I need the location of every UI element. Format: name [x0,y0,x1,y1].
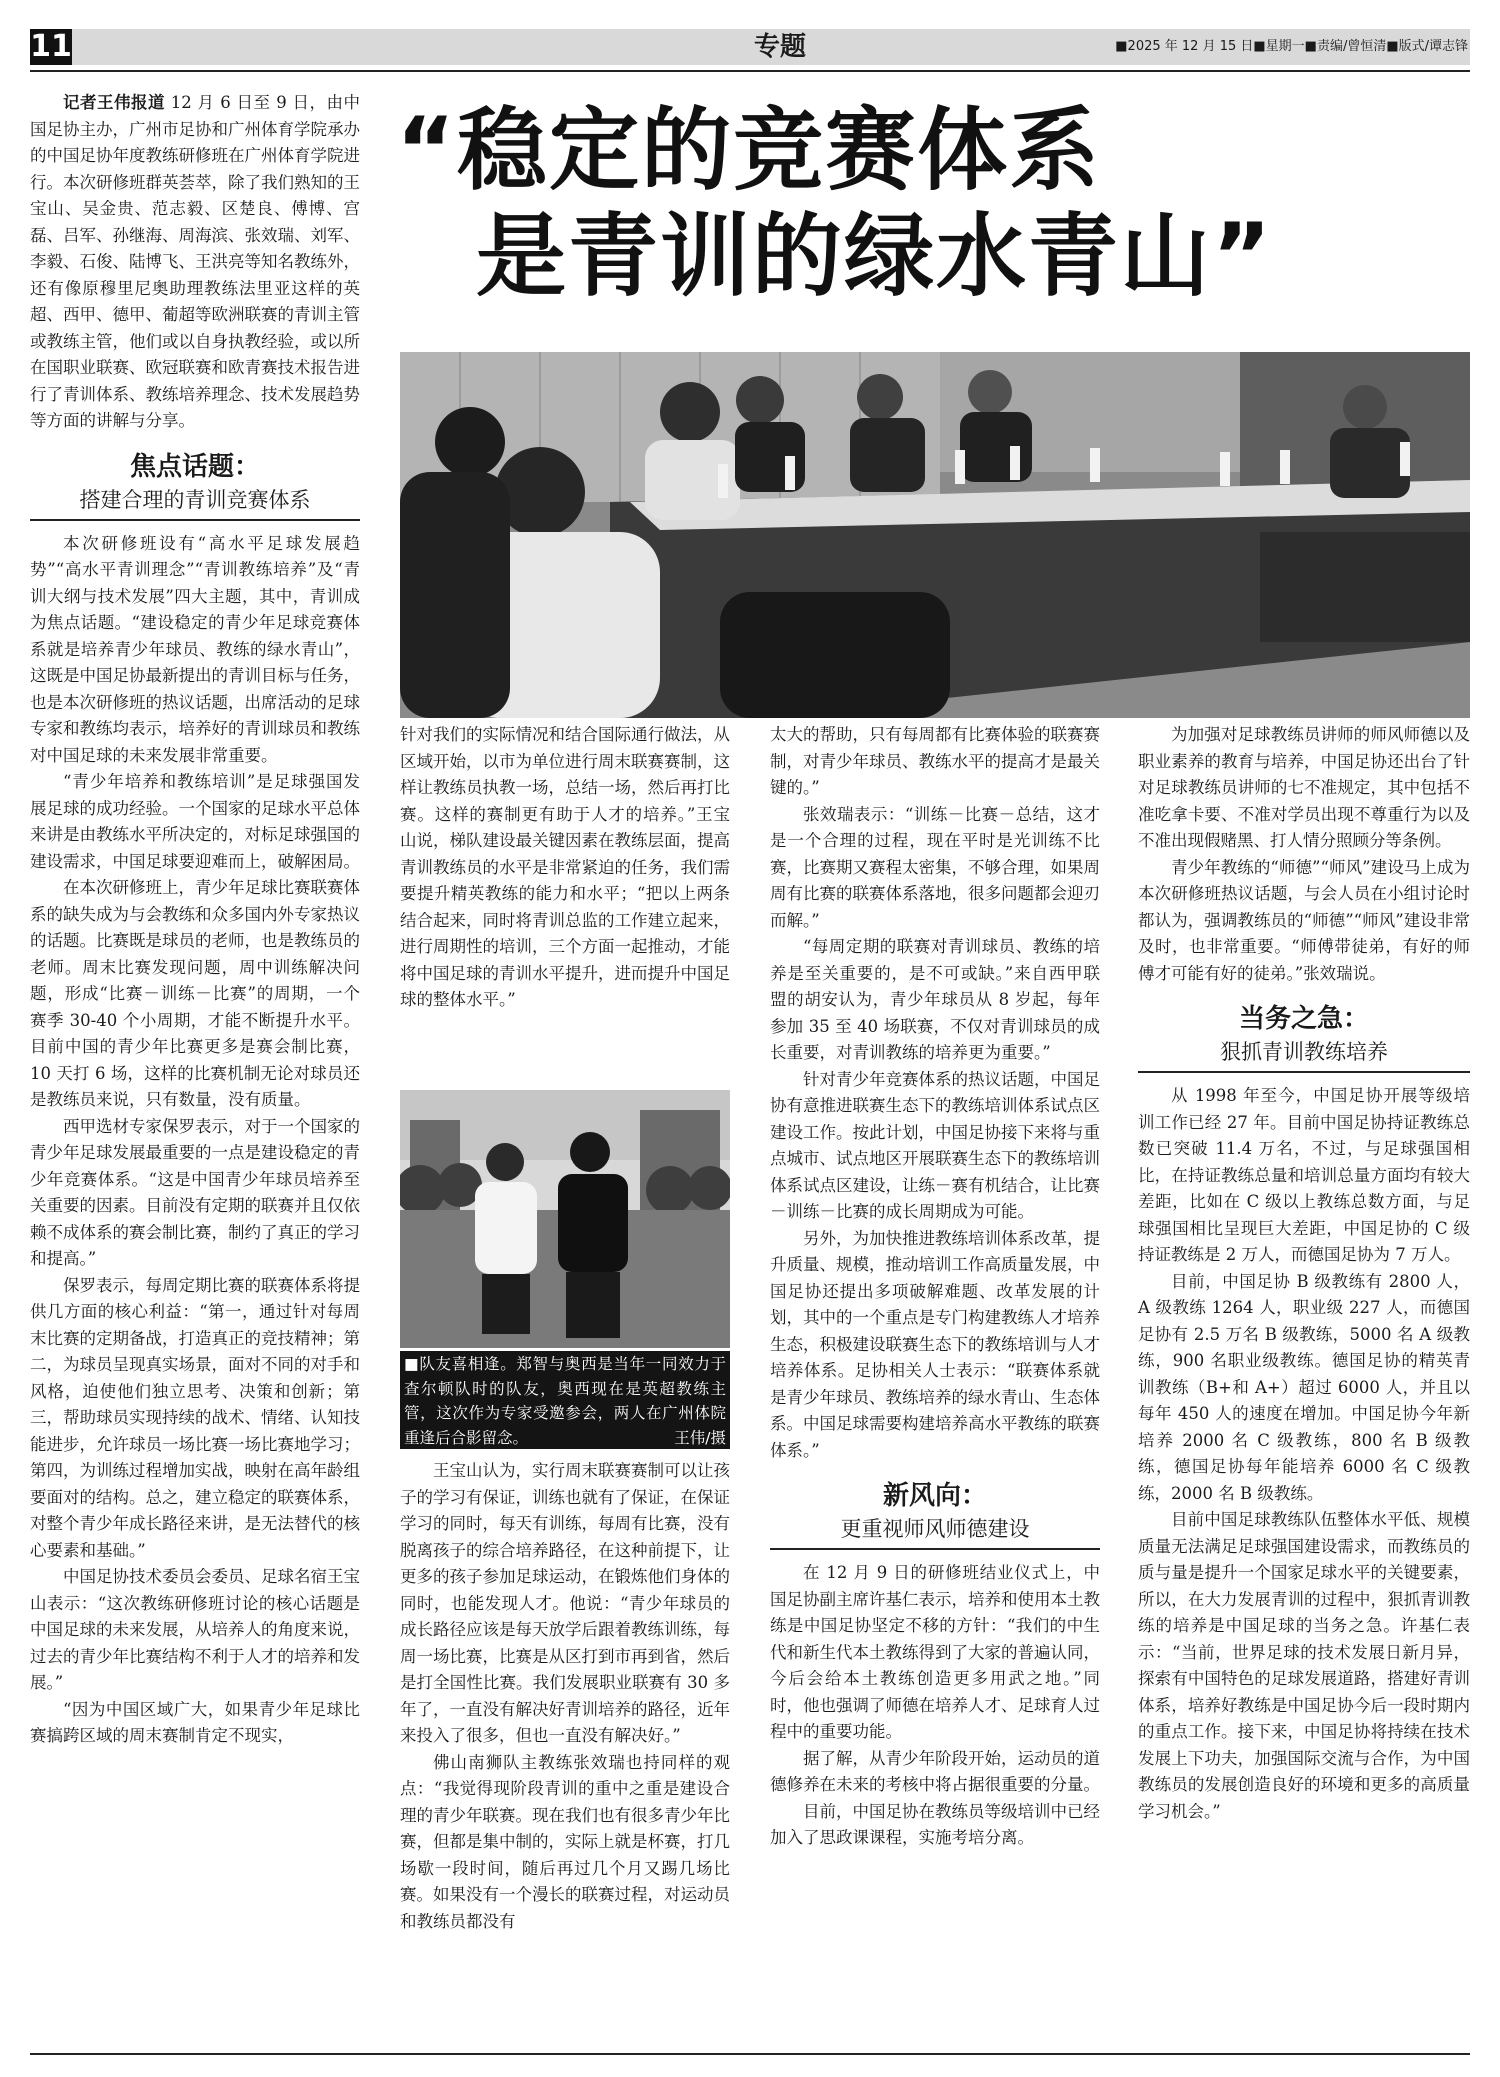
section-kicker: 新风向： [882,1481,987,1511]
paragraph: 针对青少年竞赛体系的热议话题，中国足协有意推进联赛生态下的教练培训体系试点区建设工作。按此计划，中国足协接下来将与重点城市、试点地区开展联赛生态下的教练培训体系试点区建设，让练－赛有机结合，让比赛－训练－比赛的成长周期成为可能。 [770,1069,1100,1221]
headline-line-1: “稳定的竞赛体系 [396,98,1102,203]
paragraph [30,90,360,435]
paragraph: 从 1998 年至今，中国足协开展等级培训工作已经 27 年。目前中国足协持证教练总数已突破 11.4 万名，不过，与足球强国相比，在持证教练总量和培训总量方面均有较大差距，比如在 C 级以上教练总数方面，与足球强国相比呈现巨大差距，中国足协的 C 级持证教练是 2 万人，而德国足协为 7 万人。 [1138,1086,1470,1264]
header-rule [30,70,1470,72]
paragraph: 中国足协技术委员会委员、足球名宿王宝山表示：“这次教练研修班讨论的核心话题是中国足球的未来发展，从培养人的角度来说，过去的青少年比赛结构不利于人才的培养和发展。” [30,1567,360,1692]
section-heading [770,1478,1100,1550]
section-heading [1138,1001,1470,1073]
paragraph: 张效瑞表示：“训练－比赛－总结，这才是一个合理的过程，现在平时是光训练不比赛，比赛期又赛程太密集，不够合理，如果周周有比赛的联赛体系落地，很多问题都会迎刃而解。” [770,804,1100,930]
photo-caption [400,1351,730,1449]
issue-meta: ■2025 年 12 月 15 日■星期一■责编/曾恒清■版式/谭志锋 [1115,39,1468,54]
paragraph: “因为中国区域广大，如果青少年足球比赛搞跨区域的周末赛制肯定不现实， [30,1699,360,1745]
byline: 记者王伟报道 [63,93,166,112]
paragraph: 目前，中国足协在教练员等级培训中已经加入了思政课课程，实施考培分离。 [770,1801,1100,1847]
headline [396,98,1466,310]
article-column-3 [770,722,1100,1852]
paragraph-text: 12 月 6 日至 9 日，由中国足协主办，广州市足协和广州体育学院承办的中国足协年度教练研修班在广州体育学院进行。本次研修班群英荟萃，除了我们熟知的王宝山、吴金贵、范志毅、区楚良、傅博、宫磊、吕军、孙继海、周海滨、张效瑞、刘军、李毅、石俊、陆博飞、王洪亮等知名教练外，还有像原穆里尼奥助理教练法里亚这样的英超、西甲、德甲、葡超等欧洲联赛的青训主管或教练主管，他们或以自身执教经验，或以所在国职业联赛、欧冠联赛和欧青赛技术报告进行了青训体系、教练培养理念、技术发展趋势等方面的讲解与分享。 [30,93,361,430]
section-title: 专题 [753,32,806,62]
paragraph: 佛山南狮队主教练张效瑞也持同样的观点：“我觉得现阶段青训的重中之重是建设合理的青少年联赛。现在我们也有很多青少年比赛，但都是集中制的，实际上就是杯赛，打几场歇一段时间，随后再过几个月又踢几场比赛。如果没有一个漫长的联赛过程，对运动员和教练员都没有 [400,1752,730,1931]
paragraph: 为加强对足球教练员讲师的师风师德以及职业素养的教育与培养，中国足协还出台了针对足球教练员讲师的七不准规定，其中包括不准吃拿卡要、不准对学员出现不尊重行为以及不准出现假赌黑、打人情分照顾分等条例。 [1138,725,1470,850]
two-coaches-photo-graphic [400,1090,730,1348]
photo-credit: 王伟/摄 [674,1428,726,1447]
article-column-1 [30,90,360,1750]
paragraph: 在本次研修班上，青少年足球比赛联赛体系的缺失成为与会教练和众多国内外专家热议的话题。比赛既是球员的老师，也是教练员的老师。周末比赛发现问题，周中训练解决问题，形成“比赛－训练－比赛”的周期，一个赛季 30-40 个小周期，才能不断提升水平。目前中国的青少年比赛更多是赛会制比赛，10 天打 6 场，这样的比赛机制无论对球员还是教练员来说，只有数量，没有质量。 [30,878,360,1109]
caption-text: ■队友喜相逢。郑智与奥西是当年一同效力于查尔顿队时的队友，奥西现在是英超教练主管，这次作为专家受邀参会，两人在广州体院重逢后合影留念。 [404,1355,726,1447]
paragraph: 西甲选材专家保罗表示，对于一个国家的青少年足球发展最重要的一点是建设稳定的青少年竞赛体系。“这是中国青少年球员培养至关重要的因素。目前没有定期的联赛并且仅依赖不成体系的赛会制比赛，制约了真正的学习和提高。” [30,1116,360,1268]
article-column-2-lower [400,1458,730,1935]
paragraph: 保罗表示，每周定期比赛的联赛体系将提供几方面的核心利益：“第一，通过针对每周末比赛的定期备战，打造真正的竞技精神；第二，为球员呈现真实场景，面对不同的对手和风格，迫使他们独立思考、决策和创新；第三，帮助球员实现持续的战术、情绪、认知技能进步，允许球员一场比赛一场比赛地学习；第四，为训练过程增加实战，映射在高年龄组要面对的结构。总之，建立稳定的联赛体系，对整个青少年成长路径来讲，是无法替代的核心要素和基础。” [30,1275,360,1560]
paragraph: 目前，中国足协 B 级教练有 2800 人，A 级教练 1264 人，职业级 227 人，而德国足协有 2.5 万名 B 级教练，5000 名 A 级教练，900 名职业级教练。德国足协的精英青训教练（B+和 A+）超过 6000 人，并且以每年 450 人的速度在增加。中国足协今年新培养 2000 名 C 级教练，800 名 B 级教练，德国足协每年能培养 6000 名 C 级教练，2000 名 B 级教练。 [1138,1271,1470,1503]
page-number: 11 [30,29,72,64]
paragraph: 王宝山认为，实行周末联赛赛制可以让孩子的学习有保证，训练也就有了保证，在保证学习的同时，每天有训练，每周有比赛，没有脱离孩子的综合培养路径，在这种前提下，让更多的孩子参加足球运动，在锻炼他们身体的同时，也能发现人才。他说：“青少年球员的成长路径应该是每天放学后跟着教练训练，每周一场比赛，比赛是从区打到市再到省，然后是打全国性比赛。我们发展职业联赛有 30 多年了，一直没有解决好青训培养的路径，近年来投入了很多，但也一直没有解决好。” [400,1461,730,1745]
paragraph: 另外，为加快推进教练培训体系改革，提升质量、规模，推动培训工作高质量发展，中国足协还提出多项破解难题、改革发展的计划，其中的一个重点是专门构建教练人才培养生态，积极建设联赛生态下的教练培训与人才培养体系。足协相关人士表示：“联赛体系就是青少年球员、教练培养的绿水青山、生态体系。中国足球需要构建培养高水平教练的联赛体系。” [770,1228,1100,1460]
article-column-4 [1138,722,1470,1825]
section-subtitle: 更重视师风师德建设 [770,1514,1100,1550]
paragraph: 青少年教练的“师德”“师风”建设马上成为本次研修班热议话题，与会人员在小组讨论时都认为，强调教练员的“师德”“师风”建设非常及时，也非常重要。“师傅带徒弟，有好的师傅才可能有好的徒弟。”张效瑞说。 [1138,857,1470,983]
paragraph: “青少年培养和教练培训”是足球强国发展足球的成功经验。一个国家的足球水平总体来讲是由教练水平所决定的，对标足球强国的建设需求，中国足球要迎难而上，破解困局。 [30,772,360,871]
footer-rule [30,2053,1470,2055]
paragraph: 据了解，从青少年阶段开始，运动员的道德修养在未来的考核中将占据很重要的分量。 [770,1748,1100,1794]
paragraph: 针对我们的实际情况和结合国际通行做法，从区域开始，以市为单位进行周末联赛赛制，这样让教练员执教一场，总结一场，然后再打比赛。这样的赛制更有助于人才的培养。”王宝山说，梯队建设最关键因素在教练层面，提高青训教练员的水平是非常紧迫的任务，我们需要提升精英教练的能力和水平；“把以上两条结合起来，同时将青训总监的工作建立起来，进行周期性的培训，三个方面一起推动，才能将中国足球的青训水平提升，进而提升中国足球的整体水平。” [400,725,730,1009]
paragraph: 本次研修班设有“高水平足球发展趋势”“高水平青训理念”“青训教练培养”及“青训大纲与技术发展”四大主题，其中，青训成为焦点话题。“建设稳定的青少年足球竞赛体系就是培养青少年球员、教练的绿水青山”，这既是中国足协最新提出的青训目标与任务，也是本次研修班的热议话题，出席活动的足球专家和教练均表示，培养好的青训球员和教练对中国足球的未来发展非常重要。 [30,533,360,765]
paragraph: 目前中国足球教练队伍整体水平低、规模质量无法满足足球强国建设需求，而教练员的质与量是提升一个国家足球水平的关键要素，所以，在大力发展青训的过程中，狠抓青训教练的培养是中国足球的当务之急。许基仁表示：“当前，世界足球的技术发展日新月异，探索有中国特色的足球发展道路，搭建好青训体系，培养好教练是中国足协今后一段时期内的重点工作。接下来，中国足协将持续在技术发展上下功夫，加强国际交流与合作，为中国教练员的发展创造良好的环境和更多的高质量学习机会。” [1138,1510,1470,1821]
two-coaches-photo [400,1090,730,1348]
paragraph: 太大的帮助，只有每周都有比赛体验的联赛赛制，对青少年球员、教练水平的提高才是最关键的。” [770,725,1100,797]
meeting-photo [400,352,1470,718]
section-subtitle: 狠抓青训教练培养 [1138,1037,1470,1073]
section-kicker: 焦点话题： [129,451,260,482]
paragraph: 在 12 月 9 日的研修班结业仪式上，中国足协副主席许基仁表示，培养和使用本土教练是中国足协坚定不移的方针：“我们的中生代和新生代本土教练得到了大家的普遍认同，今后会给本土教练创造更多用武之地。”同时，他也强调了师德在培养人才、足球育人过程中的重要功能。 [770,1563,1100,1741]
section-heading [30,449,360,521]
section-kicker: 当务之急： [1238,1004,1369,1034]
meeting-photo-graphic [400,352,1470,718]
article-column-2 [400,722,730,1014]
section-subtitle: 搭建合理的青训竞赛体系 [30,485,360,521]
paragraph: “每周定期的联赛对青训球员、教练的培养是至关重要的，是不可或缺。”来自西甲联盟的胡安认为，青少年球员从 8 岁起，每年参加 35 至 40 场联赛，不仅对青训球员的成长重要，对青训教练的培养更为重要。” [770,937,1100,1062]
headline-line-2: 是青训的绿水青山” [476,204,1274,309]
